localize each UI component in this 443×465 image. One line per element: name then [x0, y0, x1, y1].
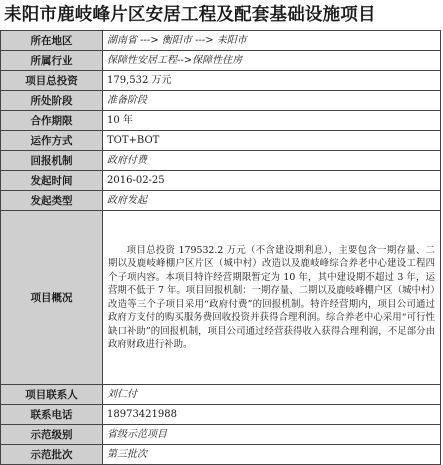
row-contact-person	[1, 385, 441, 405]
label-contact-phone: 联系电话	[1, 405, 103, 425]
row-project-overview	[1, 211, 441, 385]
value-cooperation-term: 10 年	[103, 111, 441, 131]
value-industry: 保障性安居工程-->保障性住房	[103, 51, 441, 71]
value-total-investment: 179,532 万元	[103, 71, 441, 91]
label-cooperation-term: 合作期限	[1, 111, 103, 131]
document-title: 耒阳市鹿岐峰片区安居工程及配套基础设施项目	[4, 5, 376, 25]
label-stage: 所处阶段	[1, 91, 103, 111]
row-industry	[1, 51, 441, 71]
row-operation-mode	[1, 131, 441, 151]
row-region	[1, 31, 441, 51]
label-launch-date: 发起时间	[1, 171, 103, 191]
label-project-overview: 项目概况	[1, 211, 103, 385]
label-total-investment: 项目总投资	[1, 71, 103, 91]
row-stage	[1, 91, 441, 111]
value-launch-type: 政府发起	[103, 191, 441, 211]
value-region: 湖南省 ---> 衡阳市 ---> 耒阳市	[103, 31, 441, 51]
value-demo-level: 省级示范项目	[103, 425, 441, 445]
row-demo-batch	[1, 445, 441, 465]
value-operation-mode: TOT+BOT	[103, 131, 441, 151]
value-stage: 准备阶段	[103, 91, 441, 111]
label-operation-mode: 运作方式	[1, 131, 103, 151]
row-cooperation-term	[1, 111, 441, 131]
project-info-table	[0, 30, 441, 465]
label-contact-person: 项目联系人	[1, 385, 103, 405]
row-return-mechanism	[1, 151, 441, 171]
label-region: 所在地区	[1, 31, 103, 51]
value-project-overview: 项目总投资 179532.2 万元（不含建设期利息），主要包含一期存量、二期以及鹿岐峰棚户区片区（城中村）改造以及鹿岐峰综合养老中心建设工程四个子项内容。本项目特许经营期限暂定为 10 年，其中建设期不超过 3 年，运营期不低于 7 年。项目回报机制：一期存量、二期以及鹿岐峰棚户区（城中村）改造等三个子项目采用“政府付费”的回报机制。特许经营期内，项目公司通过政府方支付的购买服务费回收投资并获得合理利润。综合养老中心采用“可行性缺口补助”的回报机制，项目公司通过经营获得收入获得合理利润，不足部分由政府财政进行补助。	[103, 211, 441, 385]
label-launch-type: 发起类型	[1, 191, 103, 211]
label-demo-batch: 示范批次	[1, 445, 103, 465]
value-return-mechanism: 政府付费	[103, 151, 441, 171]
row-launch-date	[1, 171, 441, 191]
value-contact-phone: 18973421988	[103, 405, 441, 425]
value-demo-batch: 第三批次	[103, 445, 441, 465]
value-launch-date: 2016-02-25	[103, 171, 441, 191]
value-contact-person: 刘仁付	[103, 385, 441, 405]
label-return-mechanism: 回报机制	[1, 151, 103, 171]
label-demo-level: 示范级别	[1, 425, 103, 445]
row-launch-type	[1, 191, 441, 211]
row-contact-phone	[1, 405, 441, 425]
row-total-investment	[1, 71, 441, 91]
row-demo-level	[1, 425, 441, 445]
label-industry: 所属行业	[1, 51, 103, 71]
